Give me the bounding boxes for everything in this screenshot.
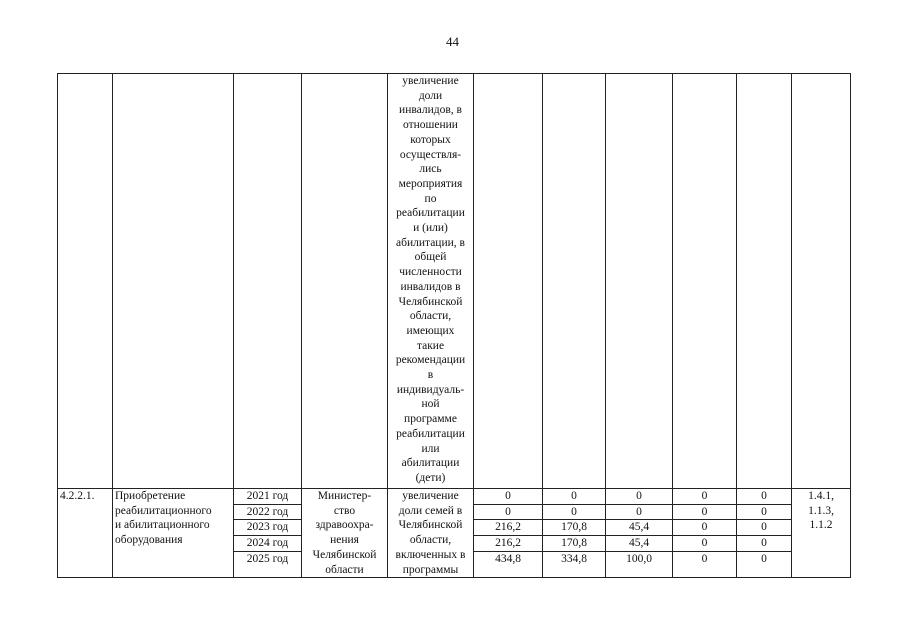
indicator-line: общей [414, 251, 447, 264]
table-row-4221 [58, 489, 851, 578]
name-line: Приобретение [115, 490, 186, 502]
indicator-line: Челябинской [398, 295, 463, 308]
value-cell: 0 [737, 536, 791, 552]
indicator-line: имеющих [406, 324, 455, 337]
indicator-line: увеличение [402, 490, 459, 502]
value-cell: 0 [737, 505, 791, 521]
indicator-line: области, [409, 534, 452, 547]
indicator-line: области, [409, 310, 452, 323]
ref-line: 1.4.1, [808, 490, 834, 502]
value-cell: 0 [474, 505, 542, 521]
indicator-line: численности [399, 266, 462, 279]
indicator-line: по [424, 192, 437, 205]
ref-line: 1.1.2 [809, 519, 833, 532]
cell-empty [474, 74, 543, 489]
value-cell: 0 [673, 505, 736, 521]
year-cell: 2022 год [234, 505, 301, 521]
value-cell: 0 [761, 552, 767, 565]
value-cell: 170,8 [543, 536, 605, 552]
name-line: реабилитационного [115, 504, 212, 517]
indicator-line: рекомендации [395, 354, 466, 367]
page-number: 44 [446, 34, 459, 49]
value-cell: 216,2 [474, 536, 542, 552]
year-cell: 2024 год [234, 536, 301, 552]
value-cell: 0 [673, 536, 736, 552]
value-cell: 0 [543, 489, 605, 505]
value-cell: 0 [737, 489, 791, 505]
value-cell: 100,0 [626, 552, 652, 565]
indicator-line: включенных в [395, 548, 466, 561]
year-cell: 2021 год [234, 489, 301, 505]
value-cell: 0 [606, 505, 672, 521]
executor-line: ство [333, 504, 356, 517]
executor-line: Министер- [317, 490, 372, 502]
cell-empty [737, 74, 792, 489]
row-code: 4.2.2.1. [58, 489, 113, 578]
indicator-line: абилитации, в [396, 236, 465, 249]
executor-line: Челябинской [312, 548, 377, 561]
indicator-line: отношении [403, 119, 458, 132]
cell-empty [234, 74, 302, 489]
cell-empty [302, 74, 388, 489]
indicator-line: доли [418, 89, 443, 102]
value-cell: 0 [543, 505, 605, 521]
value-cell: 0 [673, 489, 736, 505]
executor-line: здравоохра- [315, 519, 374, 532]
col-total [474, 489, 543, 578]
value-cell: 0 [673, 520, 736, 536]
cell-empty [673, 74, 737, 489]
ref-line: 1.1.3, [808, 504, 834, 517]
value-cell: 0 [701, 552, 708, 565]
indicator-line: программы [402, 563, 459, 576]
value-cell: 0 [474, 489, 542, 505]
indicator-line: в [427, 369, 434, 382]
indicator-line: реабилитации [396, 427, 465, 440]
name-line: оборудования [115, 534, 183, 547]
indicator-line: Челябинской [398, 519, 463, 532]
indicator-line: (дети) [415, 471, 446, 484]
row-indicator [388, 489, 474, 578]
row-executor [302, 489, 388, 578]
cell-empty [113, 74, 234, 489]
year-cell: 2023 год [234, 520, 301, 536]
col-5 [737, 489, 792, 578]
indicator-line: осуществля- [399, 148, 462, 161]
row-refs [792, 489, 851, 578]
value-cell: 0 [606, 489, 672, 505]
program-table [57, 73, 851, 578]
indicator-line: инвалидов, в [399, 104, 462, 117]
value-cell: 334,8 [561, 552, 587, 565]
indicator-line: такие [416, 339, 445, 352]
indicator-line: лись [419, 163, 442, 176]
indicator-line: абилитации [401, 457, 460, 470]
col-2 [543, 489, 606, 578]
executor-line: нения [330, 534, 359, 547]
indicator-line: инвалидов в [400, 280, 461, 293]
cell-empty [606, 74, 673, 489]
indicator-line: реабилитации [396, 207, 465, 220]
year-cell: 2025 год [246, 552, 289, 565]
value-cell: 170,8 [543, 520, 605, 536]
row-name [113, 489, 234, 578]
indicator-line: или [421, 442, 440, 455]
indicator-line: доли семей в [398, 504, 463, 517]
value-cell: 45,4 [606, 536, 672, 552]
name-line: и абилитационного [115, 519, 210, 532]
table-row-continuation [58, 74, 851, 489]
row-years [234, 489, 302, 578]
cell-empty [58, 74, 113, 489]
indicator-line: ной [421, 398, 440, 411]
col-3 [606, 489, 673, 578]
col-4 [673, 489, 737, 578]
value-cell: 216,2 [474, 520, 542, 536]
value-cell: 0 [737, 520, 791, 536]
indicator-line: и (или) [413, 222, 448, 235]
indicator-line: индивидуаль- [396, 383, 465, 396]
indicator-line: которых [410, 133, 451, 146]
cell-empty [543, 74, 606, 489]
indicator-line: увеличение [402, 75, 459, 87]
indicator-line: программе [404, 413, 457, 426]
executor-line: области [325, 563, 364, 576]
indicator-continuation [388, 74, 474, 489]
indicator-line: мероприятия [398, 177, 463, 190]
value-cell: 45,4 [606, 520, 672, 536]
value-cell: 434,8 [495, 552, 521, 565]
cell-empty [792, 74, 851, 489]
